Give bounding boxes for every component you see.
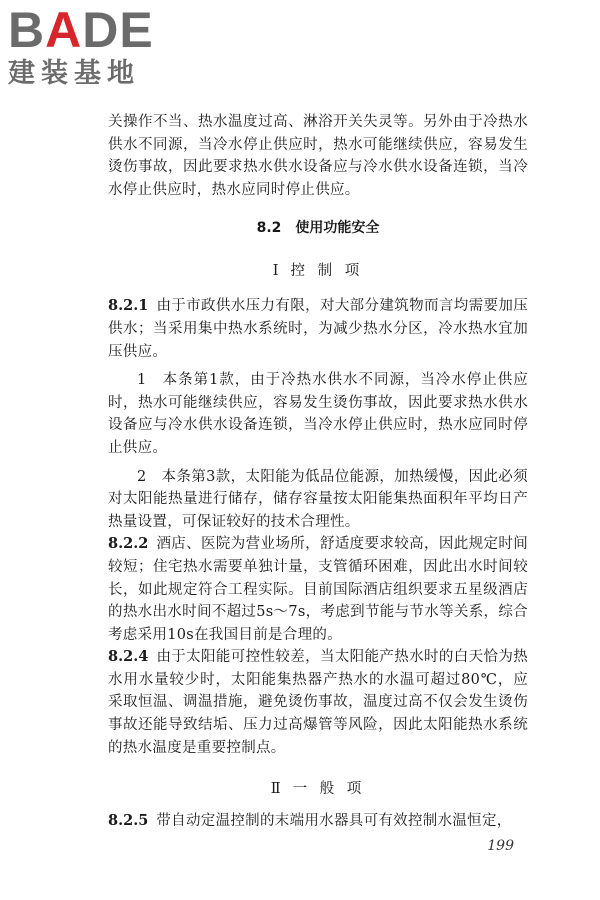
clause-8-2-1-item-1: 1 本条第1款，由于冷热水供水不同源，当冷水停止供应时，热水可能继续供应，容易发生烫伤事故，因此要求热水供水设备应与冷水供水设备连锁，当冷水停止供应时，热水应同时停止供应。 xyxy=(108,372,528,456)
clause-text: 由于市政供水压力有限，对大部分建筑物而言均需要加压供水；当采用集中热水系统时，为减少热水分区，冷水热水宜加压供应。 xyxy=(108,298,528,360)
clause-number: 8.2.1 xyxy=(108,297,149,315)
bade-logo xyxy=(8,4,178,96)
clause-number: 8.2.2 xyxy=(108,535,149,553)
clause-text: 酒店、医院为营业场所，舒适度要求较高，因此规定时间较短；住宅热水需要单独计量，支管循环困难，因此出水时间较长，如此规定符合工程实际。目前国际酒店组织要求五星级酒店的热水出水时间不超过5s～7s，考虑到节能与节水等关系，综合考虑采用10s在我国目前是合理的。 xyxy=(108,536,528,643)
paragraph-continuation: 关操作不当、热水温度过高、淋浴开关失灵等。另外由于冷热水供水不同源，当冷水停止供应时，热水可能继续供应，容易发生烫伤事故，因此要求热水供水设备应与冷水供水设备连锁，当冷水停止供应时，热水应同时停止供应。 xyxy=(108,114,528,198)
logo-subtitle: 建装基地 xyxy=(8,58,140,89)
clause-8-2-1-item-2: 2 本条第3款，太阳能为低品位能源，加热缓慢，因此必须对太阳能热量进行储存，储存容量按太阳能集热面积年平均日产热量设置，可保证较好的技术合理性。 xyxy=(108,468,528,530)
subsection-numeral: Ⅱ xyxy=(270,781,285,798)
section-title: 8.2 使用功能安全 xyxy=(256,220,380,237)
subsection-label: 控 制 项 xyxy=(290,263,364,280)
clause-8-2-1 xyxy=(108,295,528,363)
clause-8-2-4 xyxy=(108,646,528,759)
page-number: 199 xyxy=(487,838,514,854)
clause-number: 8.2.4 xyxy=(108,648,149,666)
clause-text: 由于太阳能可控性较差，当太阳能产热水时的白天恰为热水用水量较少时，太阳能集热器产热水的水温可超过80℃，应采取恒温、调温措施，避免烫伤事故，温度过高不仅会发生烫伤事故还能导致结垢、压力过高爆管等风险，因此太阳能热水系统的热水温度是重要控制点。 xyxy=(108,649,528,756)
logo-letters-de: DE xyxy=(82,2,154,58)
clause-text: 带自动定温控制的末端用水器具可有效控制水温恒定， xyxy=(156,813,512,830)
subsection-title-control xyxy=(108,260,528,282)
clause-number: 8.2.5 xyxy=(108,812,149,830)
logo-wordmark xyxy=(8,4,178,56)
page-content xyxy=(108,111,528,833)
logo-letter-a-accent: A xyxy=(45,2,83,58)
clause-8-2-5 xyxy=(108,810,528,833)
subsection-numeral: Ⅰ xyxy=(272,263,283,280)
logo-letter-b: B xyxy=(8,2,46,58)
clause-8-2-2 xyxy=(108,533,528,646)
subsection-title-general xyxy=(108,778,528,800)
subsection-label: 一 般 项 xyxy=(292,781,366,798)
